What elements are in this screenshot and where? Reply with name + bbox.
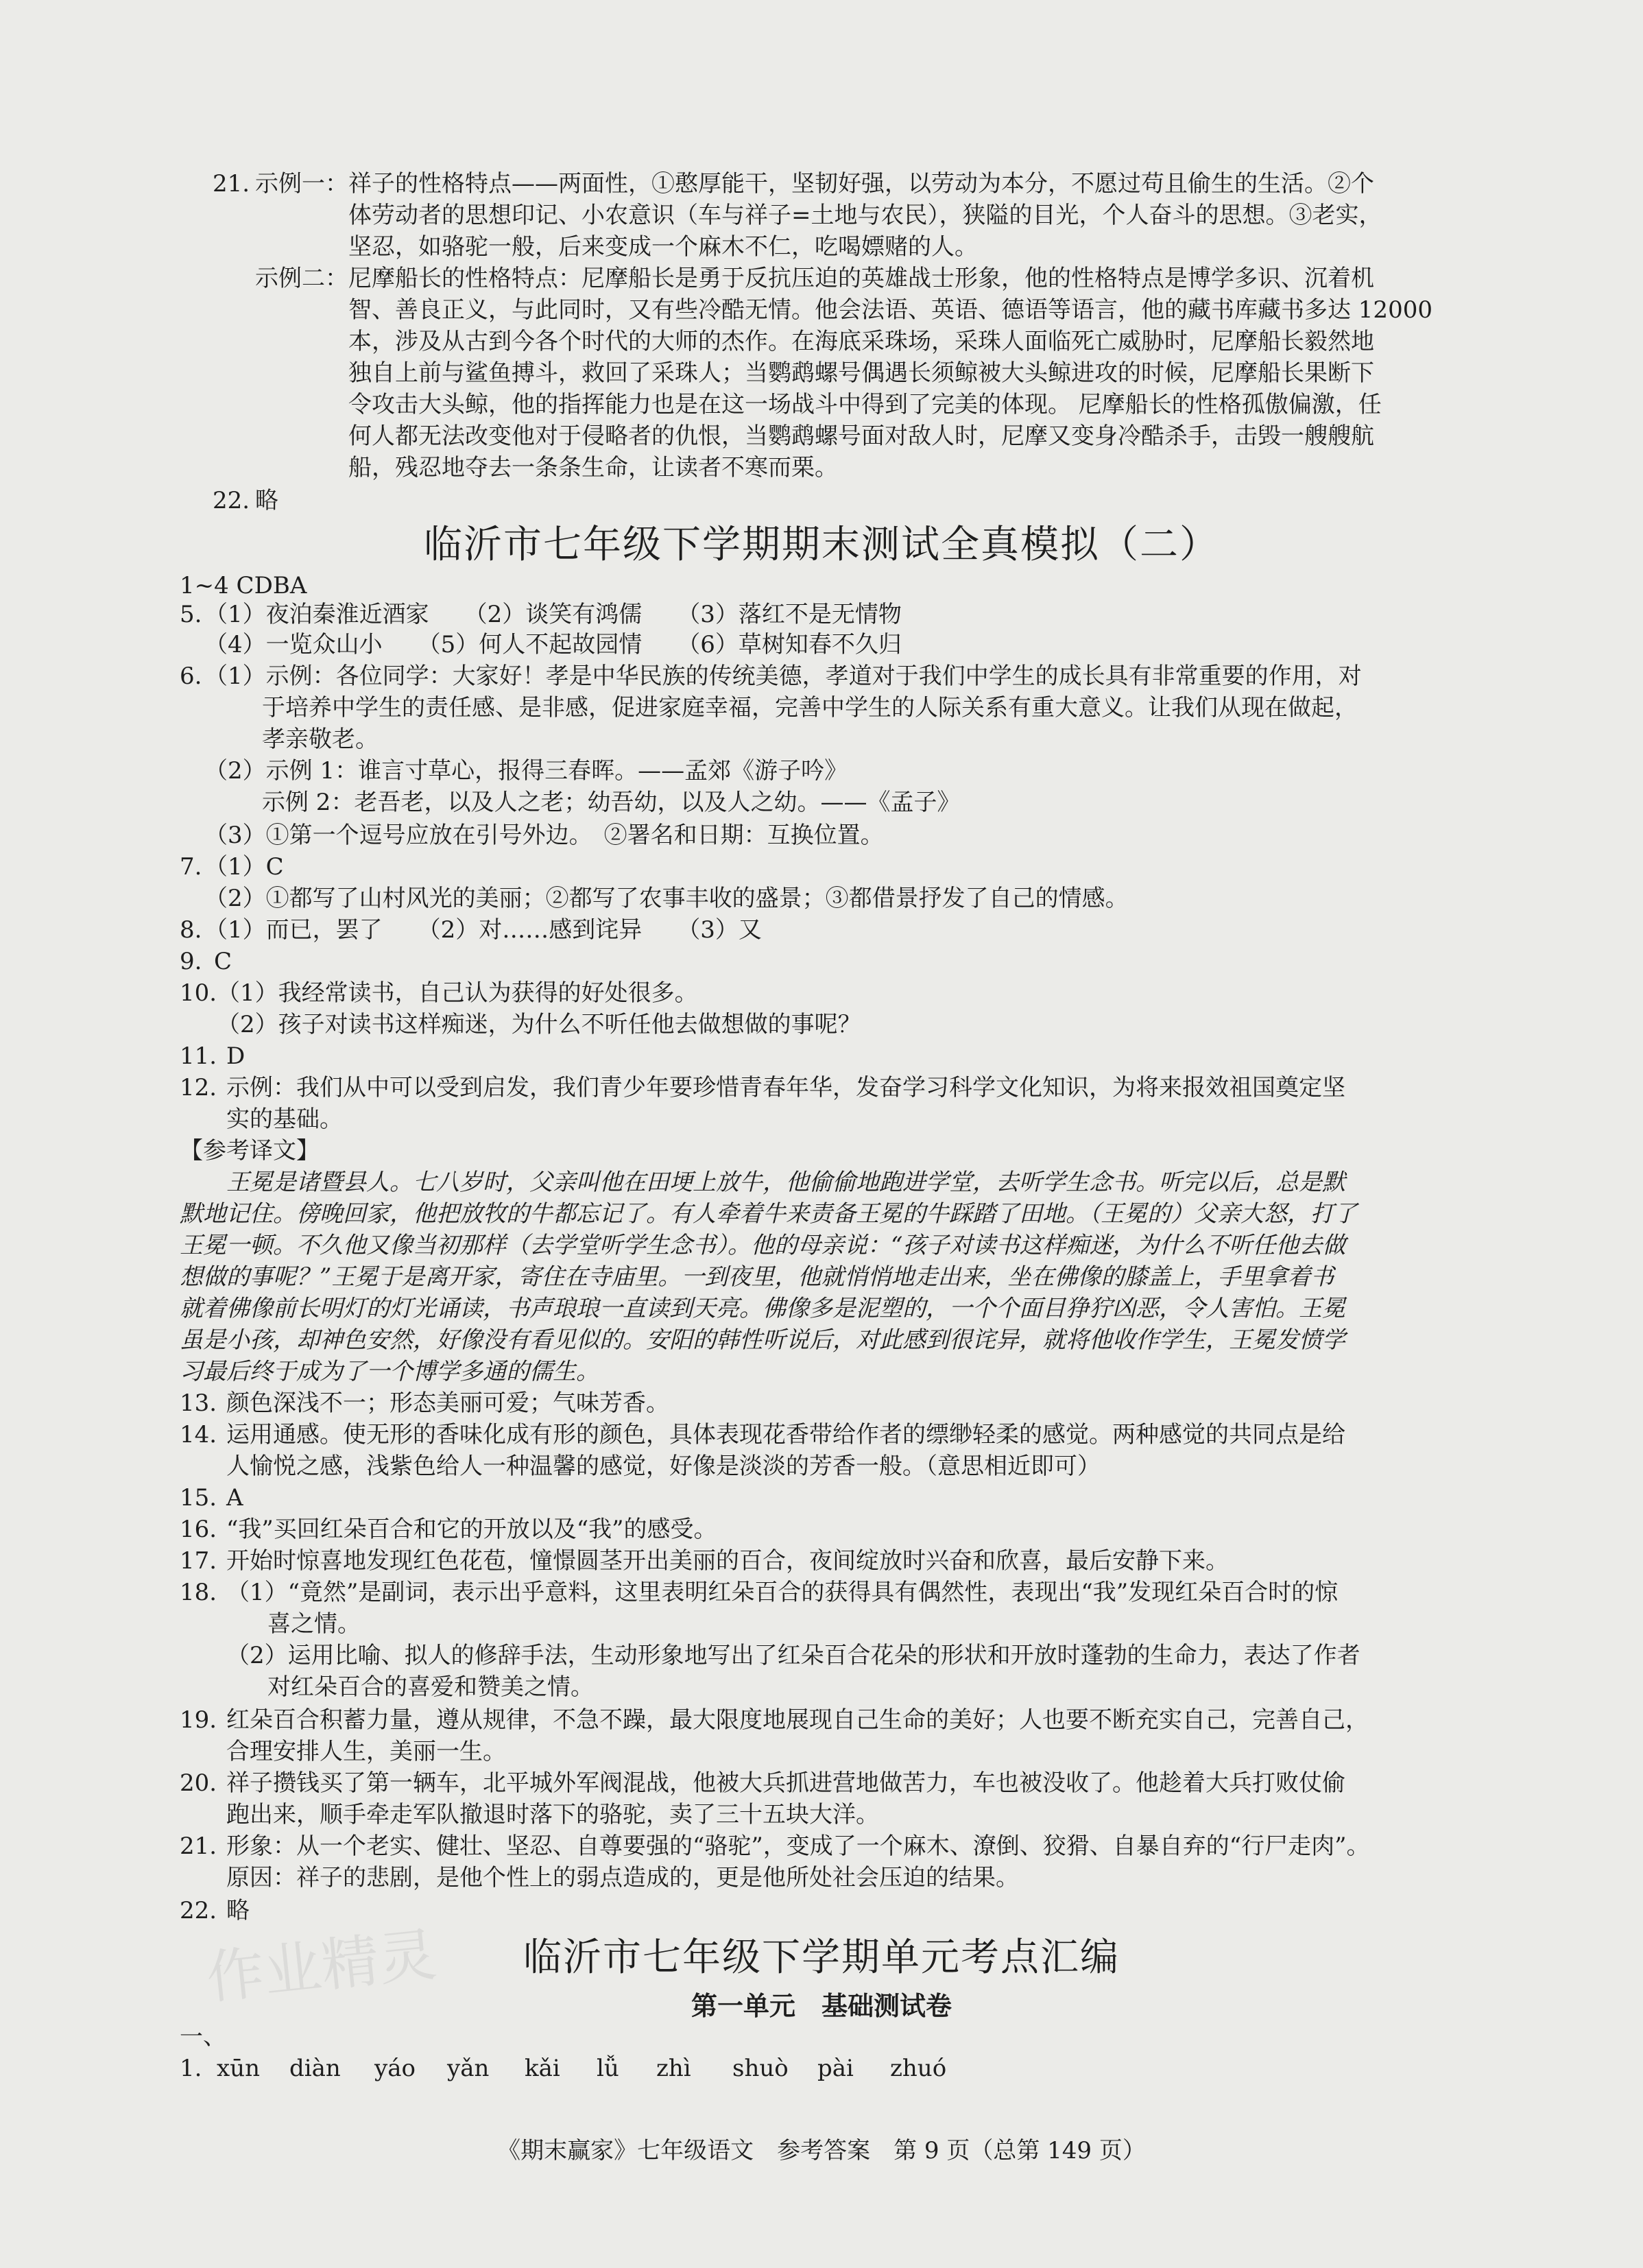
line-text: 孝亲敬老。	[262, 726, 379, 753]
line-text: 示例：我们从中可以受到启发，我们青少年要珍惜青春年华，发奋学习科学文化知识，为将来报效祖国奠定坚	[226, 1074, 1345, 1101]
line-text: 实的基础。	[226, 1106, 343, 1133]
item-number: 7.	[180, 853, 202, 881]
line-text: 形象：从一个老实、健壮、坚忍、自尊要强的“骆驼”，变成了一个麻木、潦倒、狡猾、自暴自弃的“行尸走肉”。	[226, 1833, 1370, 1860]
item-number: 20.	[180, 1769, 217, 1797]
line-text: 坚忍，如骆驼一般，后来变成一个麻木不仁，吃喝嫖赌的人。	[348, 233, 978, 261]
item-number: 11.	[180, 1042, 217, 1070]
line-text: 于培养中学生的责任感、是非感，促进家庭幸福，完善中学生的人际关系有重大意义。让我们从现在做起，	[262, 694, 1358, 721]
line-text: 1~4 CDBA	[180, 572, 307, 599]
pinyin-item: pài	[817, 2055, 854, 2082]
line-text: 合理安排人生，美丽一生。	[226, 1738, 506, 1765]
watermark-text: 作业精灵	[203, 1920, 440, 2012]
line-text: 跑出来，顺手牵走军队撤退时落下的骆驼，卖了三十五块大洋。	[226, 1801, 879, 1828]
line-text: 人愉悦之感，浅紫色给人一种温馨的感觉，好像是淡淡的芳香一般。（意思相近即可）	[226, 1453, 1101, 1480]
section-title: 临沂市七年级下学期期末测试全真模拟（二）	[424, 523, 1219, 567]
line-text: 王冕一顿。不久他又像当初那样（去学堂听学生念书）。他的母亲说：“孩子对读书这样痴迷，为什么不听任他去做	[180, 1232, 1346, 1259]
line-text: 运用通感。使无形的香味化成有形的颜色，具体表现花香带给作者的缥缈轻柔的感觉。两种感觉的共同点是给	[226, 1421, 1345, 1448]
item-number: 9.	[180, 948, 202, 975]
line-text: （4）一览众山小 （5）何人不起故园情 （6）草树知春不久归	[204, 631, 902, 658]
line-text: （1）而已，罢了 （2）对……感到诧异 （3）又	[204, 916, 762, 944]
line-text: （2）示例 1：谁言寸草心，报得三春晖。——孟郊《游子吟》	[204, 757, 848, 785]
line-text: （3）①第一个逗号应放在引号外边。 ②署名和日期：互换位置。	[204, 822, 884, 849]
line-text: 喜之情。	[267, 1610, 361, 1638]
item-number: 17.	[180, 1547, 217, 1575]
line-text: 智、善良正义，与此同时，又有些冷酷无情。他会法语、英语、德语等语言，他的藏书库藏书多达 12000	[348, 296, 1432, 324]
item-number: 14.	[180, 1421, 217, 1448]
line-text: 想做的事呢？”王冕于是离开家，寄住在寺庙里。一到夜里，他就悄悄地走出来，坐在佛像的膝盖上，手里拿着书	[180, 1263, 1334, 1291]
line-text: 祥子攒钱买了第一辆车，北平城外军阀混战，他被大兵抓进营地做苦力，车也被没收了。他趁着大兵打败仗偷	[226, 1769, 1345, 1797]
line-text: （1）C	[204, 853, 284, 881]
section-title: 临沂市七年级下学期单元考点汇编	[523, 1935, 1120, 1980]
pinyin-item: yǎn	[447, 2055, 490, 2082]
line-text: D	[226, 1042, 245, 1070]
line-text: 开始时惊喜地发现红色花苞，憧憬圆茎开出美丽的百合，夜间绽放时兴奋和欣喜，最后安静下来。	[226, 1547, 1229, 1575]
line-text: 何人都无法改变他对于侵略者的仇恨，当鹦鹉螺号面对敌人时，尼摩又变身冷酷杀手，击毁一艘艘航	[348, 422, 1374, 450]
pinyin-item: diàn	[289, 2055, 341, 2082]
line-text: 默地记住。傍晚回家，他把放牧的牛都忘记了。有人牵着牛来责备王冕的牛踩踏了田地。（王冕的）父亲大怒，打了	[180, 1200, 1357, 1228]
pinyin-item: lǚ	[597, 2055, 619, 2082]
pinyin-item: kǎi	[525, 2055, 560, 2082]
line-text: （2）①都写了山村风光的美丽；②都写了农事丰收的盛景；③都借景抒发了自己的情感。	[204, 885, 1129, 912]
line-text: 红朵百合积蓄力量，遵从规律，不急不躁，最大限度地展现自己生命的美好；人也要不断充实自己，完善自己，	[226, 1706, 1369, 1734]
line-text: 就着佛像前长明灯的灯光诵读，书声琅琅一直读到天亮。佛像多是泥塑的，一个个面目狰狞凶恶，令人害怕。王冕	[180, 1295, 1345, 1322]
pinyin-item: zhuó	[890, 2055, 947, 2082]
line-text: 示例 2：老吾老，以及人之老；幼吾幼，以及人之幼。——《孟子》	[262, 789, 961, 816]
item-number: 22.	[213, 487, 250, 514]
item-number: 22.	[180, 1897, 217, 1924]
line-text: 令攻击大头鲸，他的指挥能力也是在这一场战斗中得到了完美的体现。 尼摩船长的性格孤傲偏激，任	[348, 391, 1382, 418]
line-text: 示例一：祥子的性格特点——两面性，①憨厚能干，坚韧好强，以劳动为本分，不愿过苟且偷生的生活。②个	[255, 170, 1374, 198]
line-text: （1）示例：各位同学：大家好！孝是中华民族的传统美德，孝道对于我们中学生的成长具有非常重要的作用，对	[204, 663, 1362, 690]
item-number: 15.	[180, 1484, 217, 1512]
line-text: 本，涉及从古到今各个时代的大师的杰作。在海底采珠场，采珠人面临死亡威胁时，尼摩船长毅然地	[348, 328, 1374, 355]
line-text: 略	[226, 1897, 250, 1924]
pinyin-item: yáo	[374, 2055, 416, 2082]
line-text: （1）我经常读书，自己认为获得的好处很多。	[217, 979, 698, 1007]
item-number: 12.	[180, 1074, 217, 1101]
item-number: 8.	[180, 916, 202, 944]
item-number: 21.	[213, 170, 250, 198]
pinyin-item: xūn	[217, 2055, 260, 2082]
item-number: 1.	[180, 2055, 202, 2082]
item-number: 13.	[180, 1389, 217, 1417]
translation-heading: 【参考译文】	[180, 1137, 320, 1165]
line-text: （1）夜泊秦淮近酒家 （2）谈笑有鸿儒 （3）落红不是无情物	[204, 601, 902, 628]
line-text: （1）“竟然”是副词，表示出乎意料，这里表明红朵百合的获得具有偶然性，表现出“我”发现红朵百合时的惊	[226, 1579, 1339, 1606]
item-number: 6.	[180, 663, 202, 690]
section-subtitle: 第一单元 基础测试卷	[691, 1990, 952, 2021]
line-text: 独自上前与鲨鱼搏斗，救回了采珠人；当鹦鹉螺号偶遇长须鲸被大头鲸进攻的时候，尼摩船长果断下	[348, 359, 1374, 387]
line-text: C	[214, 948, 232, 975]
line-text: 体劳动者的思想印记、小农意识（车与祥子=土地与农民），狭隘的目光，个人奋斗的思想。③老实，	[348, 202, 1382, 229]
line-text: 略	[255, 487, 278, 514]
part-label: 一、	[180, 2023, 226, 2051]
item-number: 5.	[180, 601, 202, 628]
item-number: 16.	[180, 1516, 217, 1543]
line-text: 示例二：尼摩船长的性格特点：尼摩船长是勇于反抗压迫的英雄战士形象，他的性格特点是博学多识、沉着机	[255, 265, 1374, 292]
line-text: 原因：祥子的悲剧，是他个性上的弱点造成的，更是他所处社会压迫的结果。	[226, 1864, 1019, 1891]
line-text: 王冕是诸暨县人。七八岁时，父亲叫他在田埂上放牛，他偷偷地跑进学堂，去听学生念书。听完以后，总是默	[226, 1169, 1345, 1196]
line-text: 船，残忍地夺去一条条生命，让读者不寒而栗。	[348, 454, 838, 481]
line-text: “我”买回红朵百合和它的开放以及“我”的感受。	[226, 1516, 717, 1543]
pinyin-item: shuò	[732, 2055, 789, 2082]
line-text: （2）运用比喻、拟人的修辞手法，生动形象地写出了红朵百合花朵的形状和开放时蓬勃的生命力，表达了作者	[226, 1642, 1360, 1669]
line-text: 习最后终于成为了一个博学多通的儒生。	[180, 1358, 599, 1385]
page-footer: 《期末赢家》七年级语文 参考答案 第 9 页（总第 149 页）	[497, 2137, 1146, 2164]
item-number: 18.	[180, 1579, 217, 1606]
item-number: 19.	[180, 1706, 217, 1734]
line-text: 虽是小孩，却神色安然，好像没有看见似的。安阳的韩性听说后，对此感到很诧异，就将他收作学生，王冕发愤学	[180, 1326, 1345, 1354]
line-text: （2）孩子对读书这样痴迷，为什么不听任他去做想做的事呢？	[217, 1011, 861, 1038]
line-text: 对红朵百合的喜爱和赞美之情。	[267, 1673, 594, 1701]
pinyin-item: zhì	[656, 2055, 691, 2082]
item-number: 21.	[180, 1833, 217, 1860]
line-text: 颜色深浅不一；形态美丽可爱；气味芳香。	[226, 1389, 669, 1417]
item-number: 10.	[180, 979, 217, 1007]
line-text: A	[226, 1484, 243, 1512]
